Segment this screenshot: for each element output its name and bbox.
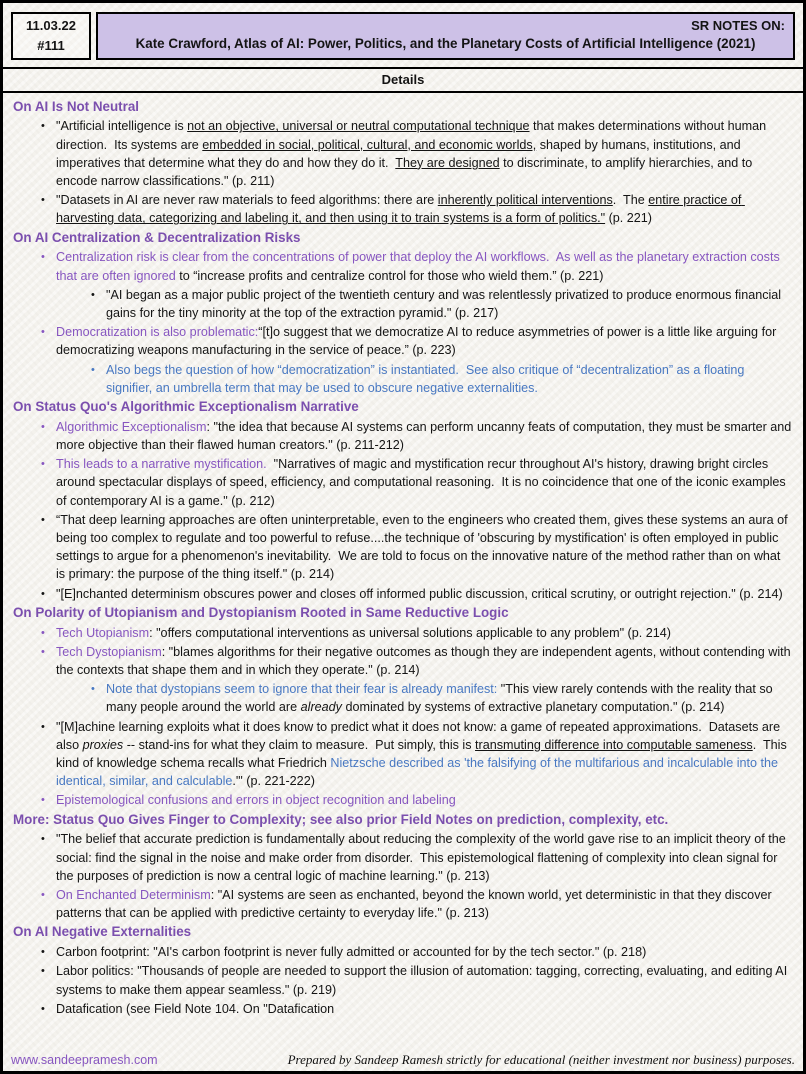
- bullet-text: [56, 455, 793, 510]
- text-segment: “That deep learning approaches are often uninterpretable, even to the engineers who created them, gives these systems an aura of being too complex to regulate and too powerful to refuse....the technique of 'obscuring by mystification' is often employed in public settings to argue for a phenomenon's inevitability. We are told to focus on the innovative nature of the method rather than on what is primary: the purpose of the thing itself." (p. 214): [56, 512, 792, 582]
- bullet-text: [56, 624, 793, 642]
- text-segment: . This kind of knowledge schema recalls what Friedrich: [56, 737, 791, 770]
- bullet-text: [56, 585, 793, 603]
- list-item: [41, 418, 793, 454]
- bullet-icon: •: [41, 833, 45, 846]
- bullet-icon: •: [41, 326, 45, 339]
- list-item: [41, 117, 793, 190]
- title-box: [96, 12, 795, 60]
- list-item: [41, 511, 793, 584]
- bullet-text: [56, 643, 793, 679]
- text-segment: This leads to a narrative mystification.: [56, 457, 267, 472]
- list-item: [41, 1000, 793, 1018]
- section: [13, 398, 793, 603]
- bullet-text: [106, 361, 793, 397]
- section-heading: On Status Quo's Algorithmic Exceptionalism Narrative: [13, 399, 359, 415]
- footer: [3, 1051, 803, 1071]
- book-title: Kate Crawford, Atlas of AI: Power, Politics, and the Planetary Costs of Artificial Intelligence (2021): [135, 35, 756, 51]
- text-segment: inherently political interventions: [437, 193, 613, 208]
- text-segment: Centralization risk is clear from the concentrations of power that deploy the AI workflows. As well as the planetary extraction costs that are often ignored: [56, 250, 784, 283]
- text-segment: Note that dystopians seem to ignore that their fear is already manifest:: [106, 682, 498, 697]
- bullet-icon: •: [41, 458, 45, 471]
- text-segment: shaped by humans, institutions, and imperatives that determine what they do and how they do it.: [56, 137, 745, 170]
- bullet-text: [56, 248, 793, 284]
- bullet-icon: •: [41, 513, 45, 526]
- text-segment: Epistemological confusions and errors in object recognition and labeling: [56, 793, 456, 808]
- bullet-text: [56, 791, 793, 809]
- bullet-icon: •: [41, 1002, 45, 1015]
- text-segment: “[t]o suggest that we democratize AI to reduce asymmetries of power is a little like arguing for democratizing weapons manufacturing in the service of peace.” (p. 223): [56, 325, 780, 358]
- list-item: [41, 643, 793, 679]
- text-segment: "Narratives of magic and mystification recur throughout AI's history, drawing bright circles around spectacular displays of speed, efficiency, and computational reasoning. It is no coincidence that one of the iconic examples of contemporary AI is a game." (p. 212): [56, 457, 790, 508]
- bullet-text: [56, 943, 793, 961]
- list-item: [91, 361, 793, 397]
- section-heading: On AI Is Not Neutral: [13, 98, 139, 114]
- bullet-icon: •: [91, 288, 95, 301]
- text-segment: Tech Dystopianism: [56, 644, 162, 659]
- text-segment: On Enchanted Determinism: [56, 887, 211, 902]
- list-item: [41, 791, 793, 809]
- bullet-icon: •: [41, 794, 45, 807]
- notes-label: SR NOTES ON:: [691, 18, 785, 33]
- text-segment: : "the idea that because AI systems can perform uncanny feats of computation, they must be smarter and more objective than their flawed human creators." (p. 211-212): [56, 419, 795, 452]
- bullet-icon: •: [41, 194, 45, 207]
- text-segment: "Datasets in AI are never raw materials to feed algorithms: there are: [56, 193, 438, 208]
- bullet-text: [56, 511, 793, 584]
- list-item: [41, 830, 793, 885]
- text-segment: "This view rarely contends with the reality that so many people around the world are: [106, 682, 777, 715]
- bullet-icon: •: [41, 251, 45, 264]
- list-item: [41, 248, 793, 284]
- text-segment: Carbon footprint: "AI's carbon footprint is never fully admitted or accounted for by the tech sector." (p. 218): [56, 945, 647, 960]
- bullet-text: [56, 1000, 793, 1018]
- bullet-text: [56, 323, 793, 359]
- disclaimer-text: Prepared by Sandeep Ramesh strictly for educational (neither investment nor business) purposes.: [287, 1052, 795, 1067]
- text-segment: Nietzsche described as 'the falsifying of the multifarious and incalculable into the identical, similar, and calculable: [56, 756, 782, 789]
- bullet-text: [56, 962, 793, 998]
- text-segment: entire practice of harvesting data, categorizing and labeling it, and then using it to train systems is a form of politics.": [56, 193, 745, 226]
- note-date: 11.03.22: [26, 17, 76, 33]
- text-segment: "[M]achine learning exploits what it does know to predict what it does not know: a game of repeated approximations. Datasets are also: [56, 719, 784, 752]
- text-segment: dominated by systems of extractive planetary computation." (p. 214): [341, 700, 725, 715]
- text-segment: Democratization is also problematic:: [56, 325, 259, 340]
- list-item: [41, 455, 793, 510]
- list-item: [41, 718, 793, 791]
- notes-content: [3, 93, 803, 1051]
- bullet-icon: •: [41, 120, 45, 133]
- bullet-text: [106, 286, 793, 322]
- text-segment: Datafication (see Field Note 104. On "Datafication: [56, 1001, 335, 1016]
- text-segment: Labor politics: "Thousands of people are needed to support the illusion of automation: tagging, correcting, evaluating, and editing AI systems to make them appear seamless." (p. 219): [56, 964, 791, 997]
- bullet-icon: •: [91, 363, 95, 376]
- section: [13, 604, 793, 810]
- text-segment: "[E]nchanted determinism obscures power and closes off informed public discussion, critical scrutiny, or outright rejection." (p. 214): [56, 586, 783, 601]
- text-segment: already: [300, 700, 342, 715]
- section-heading: More: Status Quo Gives Finger to Complexity; see also prior Field Notes on prediction, complexity, etc.: [13, 811, 669, 827]
- section: [13, 923, 793, 1018]
- bullet-icon: •: [41, 965, 45, 978]
- bullet-icon: •: [91, 683, 95, 696]
- bullet-icon: •: [41, 645, 45, 658]
- text-segment: -- stand-ins for what they claim to measure. Put simply, this is: [123, 737, 476, 752]
- text-segment: not an objective, universal or neutral computational technique: [187, 119, 530, 134]
- note-number: #111: [37, 37, 65, 53]
- bullet-text: [56, 117, 793, 190]
- section-heading: On AI Centralization & Decentralization Risks: [13, 229, 301, 245]
- bullet-icon: •: [41, 626, 45, 639]
- list-item: [91, 680, 793, 716]
- list-item: [41, 585, 793, 603]
- text-segment: proxies: [82, 737, 124, 752]
- list-item: [41, 886, 793, 922]
- bullet-icon: •: [41, 888, 45, 901]
- text-segment: Also begs the question of how “democratization” is instantiated. See also critique of “decentralization” as a floating signifier, an umbrella term that may be used to obscure negative externalities.: [106, 362, 748, 395]
- website-link[interactable]: www.sandeepramesh.com: [11, 1053, 158, 1067]
- text-segment: transmuting difference into computable sameness: [475, 737, 753, 752]
- text-segment: "Artificial intelligence is: [56, 119, 188, 134]
- list-item: [41, 624, 793, 642]
- details-bar: Details: [3, 67, 803, 93]
- section: [13, 811, 793, 923]
- list-item: [41, 191, 793, 227]
- bullet-text: [56, 886, 793, 922]
- list-item: [91, 286, 793, 322]
- list-item: [41, 323, 793, 359]
- text-segment: . The: [612, 193, 649, 208]
- text-segment: "AI began as a major public project of the twentieth century and was relentlessly privatized to produce enormous financial gains for the tiny minority at the top of the extraction pyramid." (p. 217): [106, 287, 785, 320]
- section: [13, 98, 793, 228]
- note-id-box: [11, 12, 91, 60]
- list-item: [41, 962, 793, 998]
- text-segment: to discriminate, to amplify hierarchies, and to encode narrow classifications." (p. 211): [56, 155, 756, 189]
- bullet-icon: •: [41, 946, 45, 959]
- text-segment: to “increase profits and centralize control for those who wield them.” (p. 221): [175, 268, 604, 283]
- text-segment: (p. 221): [605, 211, 652, 226]
- bullet-icon: •: [41, 420, 45, 433]
- bullet-text: [106, 680, 793, 716]
- text-segment: "The belief that accurate prediction is fundamentally about reducing the complexity of the world gave rise to an implicit theory of the social: find the signal in the noise and make order from disorder. This epistemological flattening of complexity into clean signal for the purposes of prediction is now a central logic of machine learning." (p. 213): [56, 832, 790, 883]
- section: [13, 229, 793, 397]
- text-segment: : "blames algorithms for their negative outcomes as though they are independent agents, without contending with the contexts that shape them and in which they operate." (p. 214): [56, 644, 795, 677]
- bullet-text: [56, 830, 793, 885]
- section-heading: On AI Negative Externalities: [13, 924, 192, 940]
- bullet-text: [56, 418, 793, 454]
- bullet-icon: •: [41, 587, 45, 600]
- text-segment: embedded in social, political, cultural, and economic worlds,: [202, 137, 537, 152]
- text-segment: .'" (p. 221-222): [232, 774, 315, 789]
- bullet-text: [56, 718, 793, 791]
- text-segment: Tech Utopianism: [56, 625, 150, 640]
- text-segment: Algorithmic Exceptionalism: [56, 419, 207, 434]
- bullet-text: [56, 191, 793, 227]
- list-item: [41, 943, 793, 961]
- bullet-icon: •: [41, 720, 45, 733]
- text-segment: : "AI systems are seen as enchanted, beyond the known world, yet deterministic in that they discover patterns that can be applied with predictive certainty to everyday life." (p. 213): [56, 887, 776, 921]
- section-heading: On Polarity of Utopianism and Dystopianism Rooted in Same Reductive Logic: [13, 604, 509, 620]
- text-segment: that makes determinations without human direction. Its systems are: [56, 119, 770, 152]
- header: [3, 3, 803, 65]
- text-segment: They are designed: [395, 155, 500, 170]
- text-segment: : "offers computational interventions as universal solutions applicable to any problem" (p. 214): [149, 625, 671, 640]
